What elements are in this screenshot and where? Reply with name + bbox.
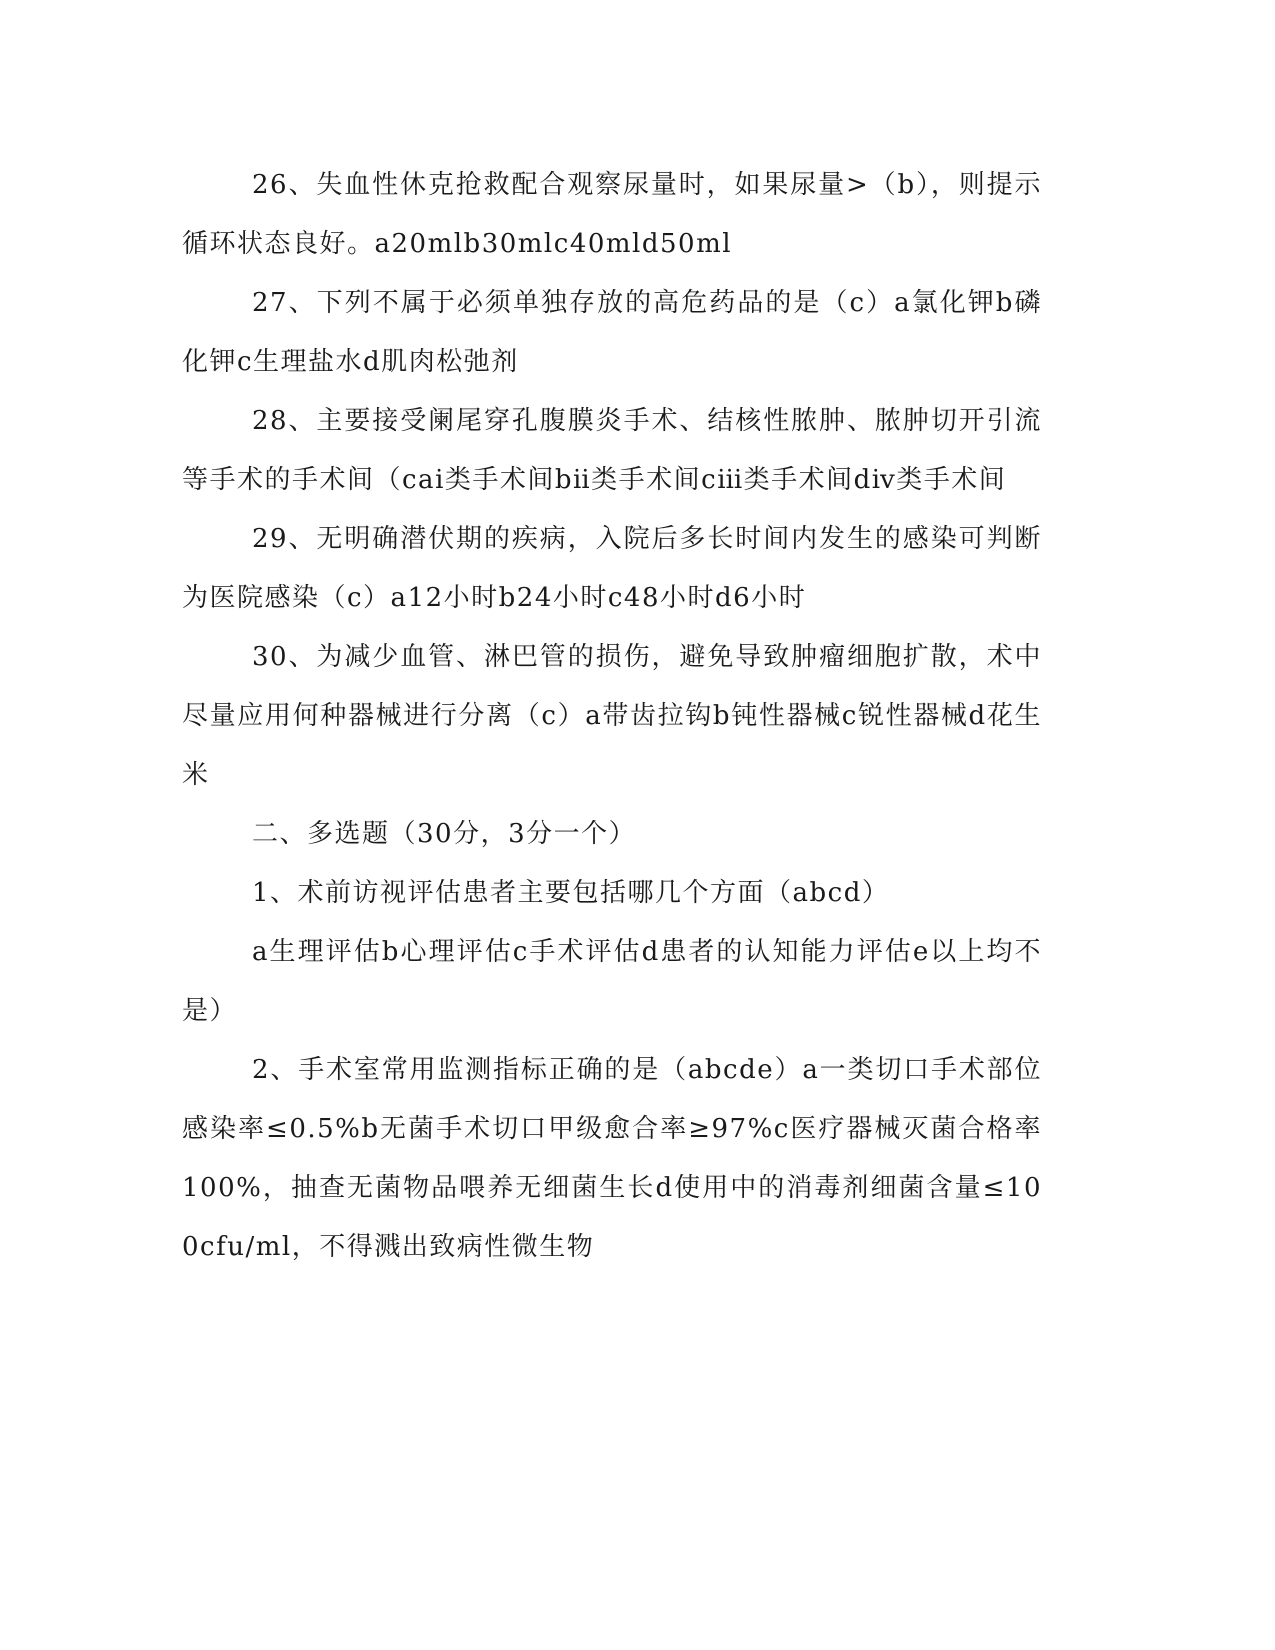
multi-question-1: 1、术前访视评估患者主要包括哪几个方面（abcd）: [252, 878, 890, 908]
question-29: 29、无明确潜伏期的疾病，入院后多长时间内发生的感染可判断为医院感染（c）a12小时b24小时c48小时d6小时: [182, 524, 1042, 613]
question-30: 30、为减少血管、淋巴管的损伤，避免导致肿瘤细胞扩散，术中尽量应用何种器械进行分离（c）a带齿拉钩b钝性器械c锐性器械d花生米: [182, 642, 1042, 790]
document-body: [182, 156, 1042, 1277]
question-27: 27、下列不属于必须单独存放的高危药品的是（c）a氯化钾b磷化钾c生理盐水d肌肉松弛剂: [182, 288, 1042, 377]
multi-question-2: 2、手术室常用监测指标正确的是（abcde）a一类切口手术部位感染率≤0.5%b无菌手术切口甲级愈合率≥97%c医疗器械灭菌合格率100%，抽查无菌物品喂养无细菌生长d使用中的消毒剂细菌含量≤100cfu/ml，不得溅出致病性微生物: [182, 1055, 1042, 1262]
question-28: 28、主要接受阑尾穿孔腹膜炎手术、结核性脓肿、脓肿切开引流等手术的手术间（caⅰ类手术间bⅱ类手术间cⅲ类手术间dⅳ类手术间: [182, 406, 1042, 495]
section-heading-multiple-choice: 二、多选题（30分，3分一个）: [252, 819, 637, 849]
multi-question-1-options: a生理评估b心理评估c手术评估d患者的认知能力评估e以上均不是）: [182, 937, 1042, 1026]
question-26: 26、失血性休克抢救配合观察尿量时，如果尿量>（b），则提示循环状态良好。a20mlb30mlc40mld50ml: [182, 170, 1042, 259]
